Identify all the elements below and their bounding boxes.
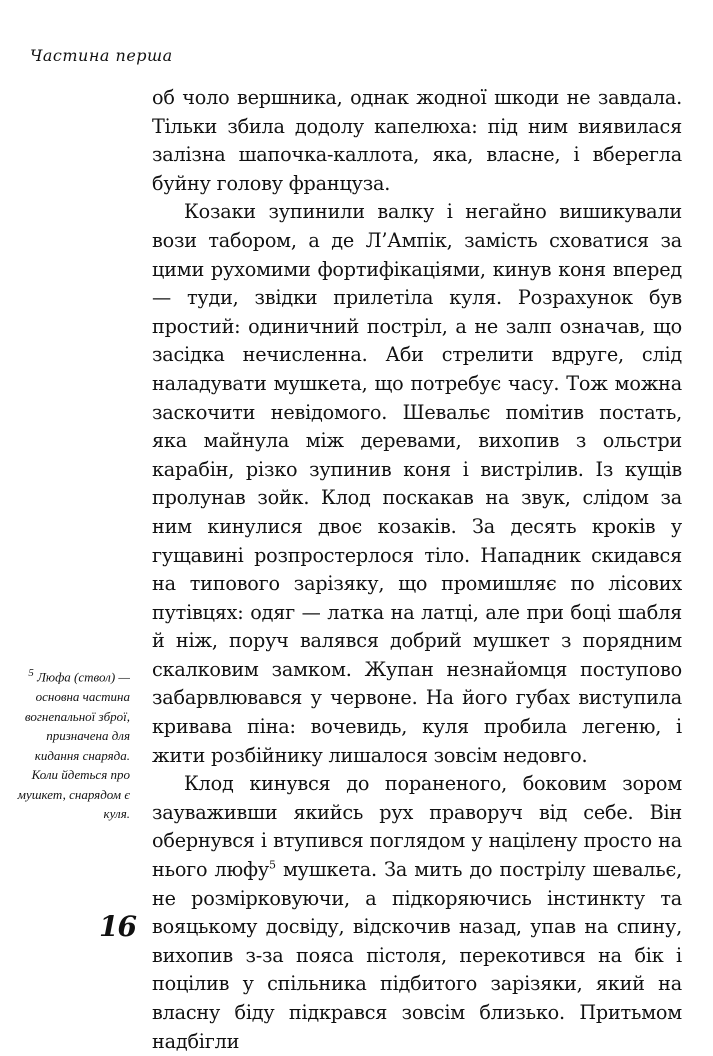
running-head: Частина перша <box>30 46 173 65</box>
paragraph-1: об чоло вершника, однак жодної шкоди не завдала. Тільки збила додолу капелюха: під ним виявилася залізна шапочка-каллота, яка, власне, і вберегла буйну голову француза. <box>152 86 682 195</box>
paragraph-2: Козаки зупинили валку і негайно вишикували вози табором, а де Л’Ампік, замість сховатися за цими рухомими фортифікаціями, кинув коня вперед — туди, звідки прилетіла куля. Розрахунок був простий: одиничний постріл, а не залп означав, що засідка нечисленна. Аби стрелити вдруге, слід наладувати мушкета, що потребує часу. Тож можна заскочити невідомого. Шевальє помітив постать, яка майнула між деревами, вихопив з ольстри карабін, різко зупинив коня і вистрілив. Із кущів пролунав зойк. Клод поскакав на звук, слідом за ним кинулися двоє козаків. За десять кроків у гущавині розпростерлося тіло. Нападник скидався на типового зарізяку, що промишляє по лісових путівцях: одяг — латка на латці, але при боці шабля й ніж, поруч валявся добрий мушкет з порядним скалковим замком. Жупан незнайомця поступово забарвлювався у червоне. На його губах виступила кривава піна: вочевидь, куля пробила легеню, і жити розбійнику лишалося зовсім недовго. <box>152 200 682 767</box>
footnote-text: Люфа (ствол) — основна частина вогнепальної зброї, призначена для кидання снаряда. Коли йдеться про мушкет, снарядом є куля. <box>17 669 130 822</box>
paragraph-3-start: Клод кинувся до пораненого, боковим зором зауваживши якийсь рух праворуч від себе. Він обернувся і втупився поглядом у націлену просто на нього люфу <box>152 772 682 882</box>
paragraph-3 <box>152 770 682 1056</box>
footnote-reference: 5 <box>268 858 276 872</box>
page-number: 16 <box>99 910 136 943</box>
footnote-marker: 5 <box>28 667 34 679</box>
footnote <box>6 664 130 824</box>
paragraph-3-end: мушкета. За мить до пострілу шевальє, не розмірковуючи, а підкоряючись інстинкту та вояцькому досвіду, відскочив назад, упав на спину, вихопив з-за пояса пістоля, перекотився на бік і поцілив у спільника підбитого зарізяки, який на власну біду підкрався зовсім близько. Притьмом надбігли <box>152 858 682 1053</box>
body-text <box>152 84 682 1056</box>
